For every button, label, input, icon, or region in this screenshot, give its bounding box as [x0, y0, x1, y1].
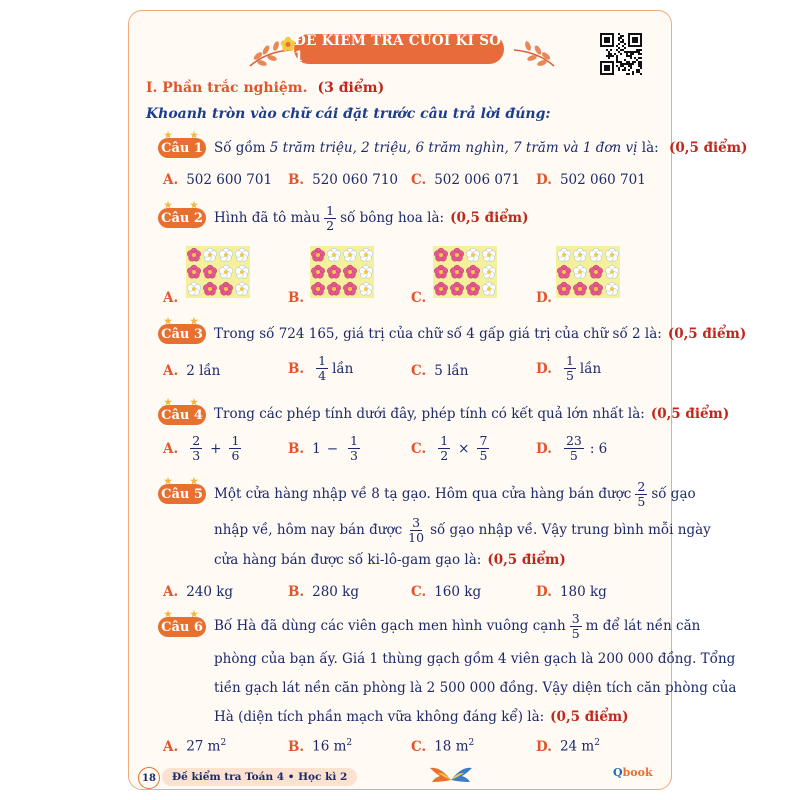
option-d[interactable]: D. 502 060 701	[536, 172, 646, 188]
option-a[interactable]: A. $\frac{2}{3}$ + $\frac{1}{6}$	[163, 433, 240, 463]
flower-grid-a	[186, 246, 250, 298]
question-6-line-2: phòng của bạn ấy. Giá 1 thùng gạch gồm 4 viên gạch là 200 000 đồng. Tổng	[214, 651, 736, 667]
white-flower-icon	[573, 248, 586, 261]
pink-flower-icon	[311, 248, 324, 261]
question-2-text: Hình đã tô màu $\frac{1}{2}$ số bông hoa là: (0,5 điểm)	[214, 202, 529, 233]
page-number: 18	[138, 767, 160, 789]
option-b[interactable]: B. 1 − $\frac{1}{3}$	[288, 433, 358, 463]
question-badge: ★ ★ Câu 6	[158, 617, 206, 637]
pink-flower-icon	[557, 265, 570, 278]
option-b[interactable]: B.	[288, 290, 305, 306]
pink-flower-icon	[450, 265, 463, 278]
wings-logo-icon	[428, 762, 474, 788]
white-flower-icon	[343, 248, 356, 261]
section-title	[146, 80, 384, 96]
question-4-text: Trong các phép tính dưới đây, phép tính có kết quả lớn nhất là: (0,5 điểm)	[214, 406, 730, 422]
white-flower-icon	[359, 282, 372, 295]
white-flower-icon	[482, 282, 495, 295]
pink-flower-icon	[466, 282, 479, 295]
option-b[interactable]: B. 520 060 710	[288, 172, 399, 188]
section-points: (3 điểm)	[317, 80, 385, 96]
qr-code-icon[interactable]	[600, 33, 642, 75]
pink-flower-icon	[311, 265, 324, 278]
option-c[interactable]: C. 160 kg	[411, 584, 482, 600]
pink-flower-icon	[343, 282, 356, 295]
option-c[interactable]: C.	[411, 290, 427, 306]
option-a[interactable]: A.	[163, 290, 179, 306]
white-flower-icon	[235, 265, 248, 278]
white-flower-icon	[573, 265, 586, 278]
option-b[interactable]: B. $\frac{1}{4}$ lần	[288, 353, 354, 383]
option-d[interactable]: D. 24 $m^2$	[536, 738, 600, 755]
pink-flower-icon	[573, 282, 586, 295]
pink-flower-icon	[327, 265, 340, 278]
option-b[interactable]: B. 280 kg	[288, 584, 360, 600]
pink-flower-icon	[450, 248, 463, 261]
publisher-logo: Qbook	[613, 766, 653, 779]
option-d[interactable]: D.	[536, 290, 552, 306]
option-c[interactable]: C. 5 lần	[411, 363, 469, 379]
white-flower-icon	[203, 248, 216, 261]
question-5-line-3: cửa hàng bán được số ki-lô-gam gạo là: (0,5 điểm)	[214, 552, 566, 568]
flower-grid-d	[556, 246, 620, 298]
pink-flower-icon	[466, 265, 479, 278]
pink-flower-icon	[343, 265, 356, 278]
question-badge: ★ ★ Câu 3	[158, 324, 206, 344]
white-flower-icon	[235, 282, 248, 295]
white-flower-icon	[235, 248, 248, 261]
flower-grid-b	[310, 246, 374, 298]
pink-flower-icon	[434, 265, 447, 278]
pink-flower-icon	[187, 248, 200, 261]
pink-flower-icon	[187, 265, 200, 278]
white-flower-icon	[219, 265, 232, 278]
option-c[interactable]: C. 502 006 071	[411, 172, 521, 188]
white-flower-icon	[605, 282, 618, 295]
white-flower-icon	[219, 248, 232, 261]
section-label: I. Phần trắc nghiệm.	[146, 80, 308, 96]
question-badge: ★ ★ Câu 2	[158, 208, 206, 228]
white-flower-icon	[605, 248, 618, 261]
title-area	[240, 28, 550, 74]
white-flower-icon	[327, 248, 340, 261]
option-b[interactable]: B. 16 $m^2$	[288, 738, 353, 755]
pink-flower-icon	[434, 282, 447, 295]
option-d[interactable]: D. $\frac{23}{5}$ : 6	[536, 433, 608, 463]
white-flower-icon	[589, 248, 602, 261]
option-a[interactable]: A. 2 lần	[163, 363, 221, 379]
question-5-line-1: Một cửa hàng nhập về 8 tạ gạo. Hôm qua cửa hàng bán được $\frac{2}{5}$ số gạo	[214, 478, 696, 509]
pink-flower-icon	[589, 265, 602, 278]
option-d[interactable]: D. $\frac{1}{5}$ lần	[536, 353, 602, 383]
pink-flower-icon	[219, 282, 232, 295]
question-6-line-4: Hà (diện tích phần mạch vữa không đáng kể) là: (0,5 điểm)	[214, 709, 629, 725]
instruction-text: Khoanh tròn vào chữ cái đặt trước câu trả lời đúng:	[146, 106, 551, 122]
question-6-line-1: Bố Hà đã dùng các viên gạch men hình vuông cạnh $\frac{3}{5}$ m để lát nền căn	[214, 610, 701, 641]
white-flower-icon	[557, 248, 570, 261]
question-3-text: Trong số 724 165, giá trị của chữ số 4 gấp giá trị của chữ số 2 là: (0,5 điểm)	[214, 326, 747, 342]
flower-grid-c	[433, 246, 497, 298]
option-a[interactable]: A. 27 $m^2$	[163, 738, 227, 755]
title-banner	[294, 34, 504, 64]
white-flower-icon	[605, 265, 618, 278]
white-flower-icon	[187, 282, 200, 295]
white-flower-icon	[359, 248, 372, 261]
question-6-line-3: tiền gạch lát nền căn phòng là 2 500 000 đồng. Vậy diện tích căn phòng của	[214, 680, 737, 696]
white-flower-icon	[482, 265, 495, 278]
white-flower-icon	[482, 248, 495, 261]
question-1-text: Số gồm 5 trăm triệu, 2 triệu, 6 trăm nghìn, 7 trăm và 1 đơn vị là: (0,5 điểm)	[214, 140, 748, 156]
question-badge: ★ ★ Câu 5	[158, 484, 206, 504]
option-a[interactable]: A. 240 kg	[163, 584, 234, 600]
page-title: ĐỀ KIỂM TRA CUỐI KÌ SỐ 1	[294, 33, 502, 65]
option-c[interactable]: C. $\frac{1}{2}$ × $\frac{7}{5}$	[411, 433, 488, 463]
question-5-line-2: nhập về, hôm nay bán được $\frac{3}{10}$ số gạo nhập về. Vậy trung bình mỗi ngày	[214, 514, 711, 545]
pink-flower-icon	[557, 282, 570, 295]
white-flower-icon	[359, 265, 372, 278]
option-a[interactable]: A. 502 600 701	[163, 172, 273, 188]
option-c[interactable]: C. 18 $m^2$	[411, 738, 475, 755]
pink-flower-icon	[327, 282, 340, 295]
pink-flower-icon	[203, 282, 216, 295]
white-flower-icon	[466, 248, 479, 261]
question-badge: ★ ★ Câu 1	[158, 138, 206, 158]
pink-flower-icon	[450, 282, 463, 295]
option-d[interactable]: D. 180 kg	[536, 584, 607, 600]
pink-flower-icon	[434, 248, 447, 261]
footer-label: Đề kiểm tra Toán 4 • Học kì 2	[162, 768, 357, 786]
question-badge: ★ ★ Câu 4	[158, 405, 206, 425]
leaf-sprig-right-icon	[510, 30, 558, 70]
pink-flower-icon	[589, 282, 602, 295]
pink-flower-icon	[203, 265, 216, 278]
pink-flower-icon	[311, 282, 324, 295]
